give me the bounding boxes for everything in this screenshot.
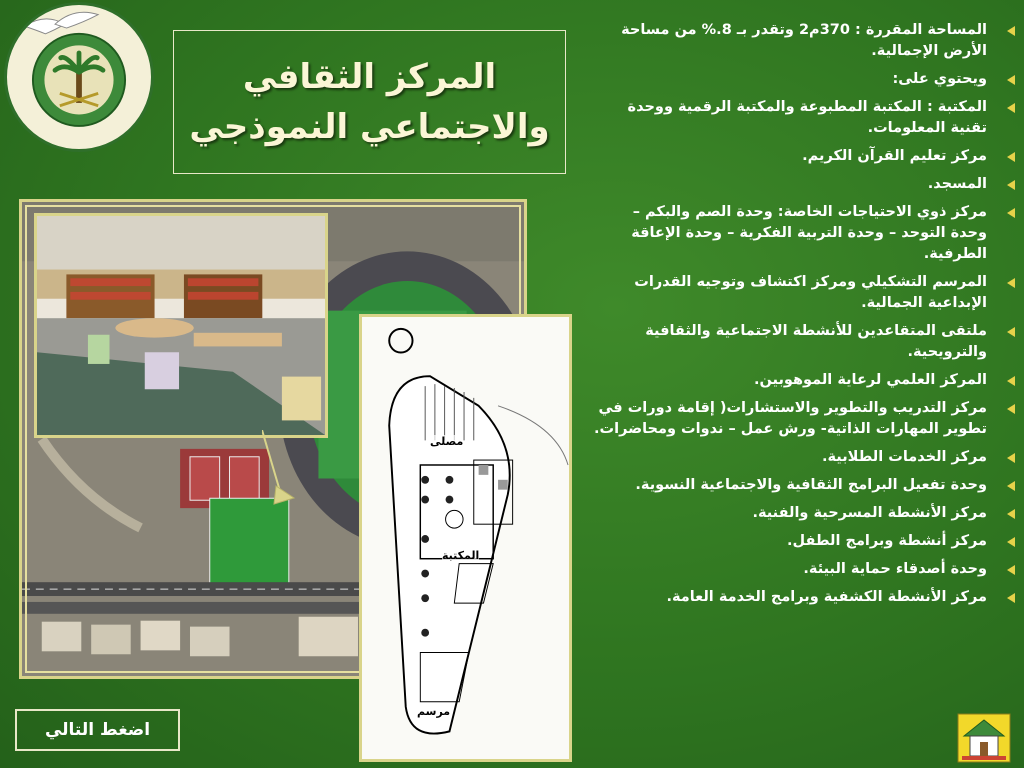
list-item: وحدة أصدقاء حماية البيئة. [592,559,1019,580]
logo-emblem [7,5,151,149]
list-item: مركز أنشطة وبرامج الطفل. [592,531,1019,552]
list-item: ويحتوي على: [592,69,1019,90]
page-title: المركز الثقافي والاجتماعي النموذجي [189,57,550,147]
title-box [173,30,566,174]
plan-label-library: المكتبة [442,549,480,562]
bullet-icon [1007,26,1015,36]
bullet-icon [1007,278,1015,288]
bullet-icon [1007,453,1015,463]
list-item: المساحة المقررة : 370م2 وتقدر بـ 8.% من مساحة الأرض الإجمالية. [592,20,1019,62]
list-item: المركز العلمي لرعاية الموهوبين. [592,370,1019,391]
plan-label-prayer: مصلى [430,435,464,448]
list-item: المسجد. [592,174,1019,195]
bullet-icon [1007,152,1015,162]
bullet-icon [1007,509,1015,519]
list-item: مركز تعليم القرآن الكريم. [592,146,1019,167]
floor-plan [359,314,572,762]
library-photo [34,213,328,438]
bullet-icon [1007,327,1015,337]
features-list [592,20,1019,615]
club-logo [4,2,154,152]
list-item: وحدة تفعيل البرامج الثقافية والاجتماعية النسوية. [592,475,1019,496]
bullet-icon [1007,565,1015,575]
list-item: مركز ذوي الاحتياجات الخاصة: وحدة الصم والبكم – وحدة التوحد – وحدة التربية الفكرية – وحدة الإعاقة الطرفية. [592,202,1019,265]
home-button[interactable] [956,712,1012,764]
list-item: مركز التدريب والتطوير والاستشارات( إقامة دورات في تطوير المهارات الذاتية- ورش عمل – ندوات ومحاضرات. [592,398,1019,440]
bullet-icon [1007,75,1015,85]
list-item: ملتقى المتقاعدين للأنشطة الاجتماعية والثقافية والترويحية. [592,321,1019,363]
bullet-icon [1007,103,1015,113]
list-item: مركز الأنشطة المسرحية والفنية. [592,503,1019,524]
bullet-icon [1007,376,1015,386]
list-item: المرسم التشكيلي ومركز اكتشاف وتوجيه القدرات الإبداعية الجمالية. [592,272,1019,314]
bullet-icon [1007,208,1015,218]
home-icon [956,712,1012,764]
list-item: مركز الأنشطة الكشفية وبرامج الخدمة العامة. [592,587,1019,608]
next-button[interactable]: اضغط التالي [15,709,180,751]
bullet-icon [1007,537,1015,547]
bullet-icon [1007,180,1015,190]
list-item: المكتبة : المكتبة المطبوعة والمكتبة الرقمية ووحدة تقنية المعلومات. [592,97,1019,139]
bullet-icon [1007,481,1015,491]
plan-label-studio: مرسم [417,705,451,718]
bullet-icon [1007,593,1015,603]
bullet-icon [1007,404,1015,414]
list-item: مركز الخدمات الطلابية. [592,447,1019,468]
